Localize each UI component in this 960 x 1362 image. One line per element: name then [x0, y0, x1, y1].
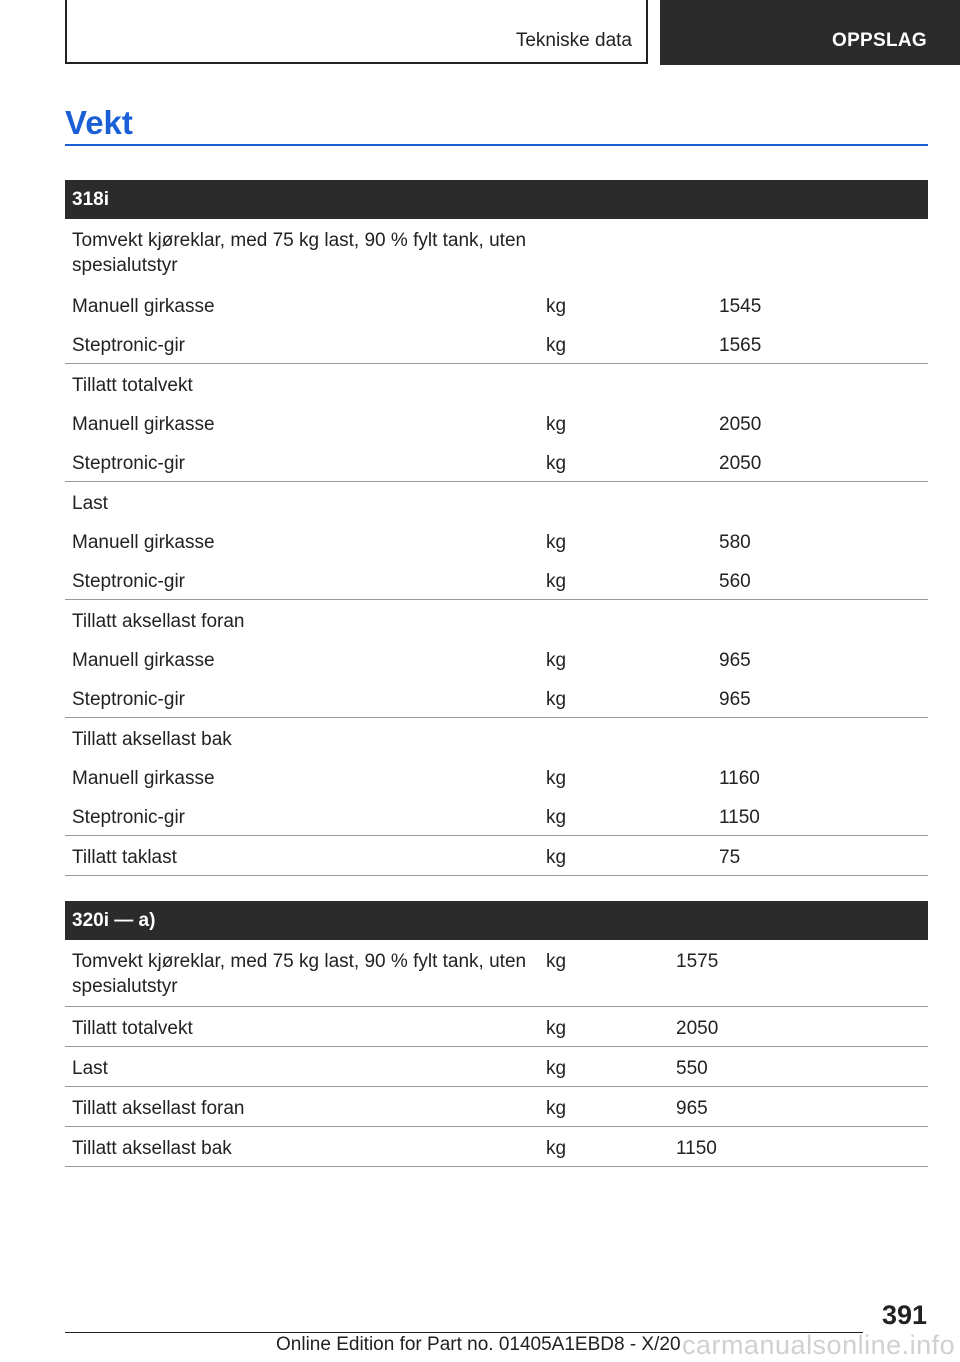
weight-table-318i	[65, 180, 928, 876]
row-value: 550	[676, 1058, 708, 1079]
row-unit: kg	[546, 414, 567, 435]
header-section-box	[65, 0, 648, 64]
row-value: 2050	[719, 453, 762, 474]
watermark: carmanualsonline.info	[682, 1330, 956, 1360]
row-unit: kg	[546, 951, 567, 972]
table-row-group	[65, 482, 928, 600]
row-value: 965	[719, 650, 751, 671]
table-row	[65, 940, 928, 1006]
row-label: Steptronic-gir	[72, 453, 185, 474]
row-value: 965	[719, 689, 751, 710]
row-label: Tomvekt kjøreklar, med 75 kg last, 90 % fylt tank, uten spesialutstyr	[72, 951, 527, 997]
row-value: 1150	[676, 1138, 717, 1159]
table-row	[65, 442, 928, 481]
row-value: 560	[719, 571, 751, 592]
table-row	[65, 1127, 928, 1166]
row-unit: kg	[546, 650, 567, 671]
title-rule	[65, 144, 928, 146]
row-value: 1545	[719, 296, 762, 317]
table-row-group	[65, 1007, 928, 1047]
row-label: Tillatt totalvekt	[72, 1018, 193, 1039]
row-unit: kg	[546, 1098, 567, 1119]
row-unit: kg	[546, 1018, 567, 1039]
table-row-group	[65, 600, 928, 718]
row-label: Manuell girkasse	[72, 414, 215, 435]
page-title: Vekt	[65, 104, 133, 141]
table-row-group	[65, 364, 928, 482]
row-value: 965	[676, 1098, 708, 1119]
table-row-group	[65, 940, 928, 1007]
row-value: 1565	[719, 335, 762, 356]
table-row	[65, 678, 928, 717]
table-row-group	[65, 219, 928, 364]
row-value: 75	[719, 847, 741, 868]
row-label: Steptronic-gir	[72, 807, 185, 828]
row-value: 2050	[676, 1018, 719, 1039]
table-row	[65, 560, 928, 599]
table-row	[65, 285, 928, 324]
row-label: Tillatt aksellast foran	[72, 611, 245, 632]
row-value: 1160	[719, 768, 760, 789]
table-row	[65, 600, 928, 639]
row-label: Tomvekt kjøreklar, med 75 kg last, 90 % fylt tank, uten spesialutstyr	[72, 230, 527, 276]
header-chapter-label: OPPSLAG	[831, 30, 927, 51]
row-label: Steptronic-gir	[72, 335, 185, 356]
table-row	[65, 219, 928, 285]
row-label: Steptronic-gir	[72, 689, 185, 710]
row-unit: kg	[546, 453, 567, 474]
row-label: Manuell girkasse	[72, 768, 215, 789]
row-label: Last	[72, 1058, 108, 1079]
row-unit: kg	[546, 1138, 567, 1159]
row-label: Steptronic-gir	[72, 571, 185, 592]
row-unit: kg	[546, 1058, 567, 1079]
table-heading: 320i — a)	[65, 901, 928, 940]
row-value: 580	[719, 532, 751, 553]
header-section-title: Tekniske data	[515, 30, 632, 51]
row-label: Tillatt aksellast bak	[72, 1138, 232, 1159]
footer-edition: Online Edition for Part no. 01405A1EBD8 - X/20	[276, 1334, 681, 1355]
row-value: 2050	[719, 414, 762, 435]
table-row-group	[65, 1047, 928, 1087]
table-row	[65, 364, 928, 403]
row-label: Manuell girkasse	[72, 532, 215, 553]
table-row	[65, 718, 928, 757]
row-unit: kg	[546, 807, 567, 828]
table-row	[65, 324, 928, 363]
table-row	[65, 1087, 928, 1126]
row-label: Tillatt aksellast bak	[72, 729, 232, 750]
table-heading: 318i	[65, 180, 928, 219]
row-unit: kg	[546, 689, 567, 710]
table-row	[65, 403, 928, 442]
row-label: Manuell girkasse	[72, 650, 215, 671]
weight-table-320i	[65, 901, 928, 1167]
row-unit: kg	[546, 335, 567, 356]
table-row	[65, 521, 928, 560]
row-unit: kg	[546, 296, 567, 317]
table-row	[65, 1047, 928, 1086]
table-row-group	[65, 718, 928, 836]
table-row-group	[65, 1087, 928, 1127]
row-label: Manuell girkasse	[72, 296, 215, 317]
row-label: Tillatt aksellast foran	[72, 1098, 245, 1119]
page-number: 391	[881, 1300, 927, 1330]
row-unit: kg	[546, 532, 567, 553]
table-row	[65, 639, 928, 678]
row-unit: kg	[546, 768, 567, 789]
row-unit: kg	[546, 847, 567, 868]
table-row-group	[65, 1127, 928, 1167]
table-row	[65, 482, 928, 521]
table-row	[65, 836, 928, 875]
row-label: Tillatt taklast	[72, 847, 177, 868]
table-row	[65, 757, 928, 796]
header-chapter-tab[interactable]	[660, 0, 960, 65]
row-unit: kg	[546, 571, 567, 592]
row-value: 1150	[719, 807, 760, 828]
row-label: Tillatt totalvekt	[72, 375, 193, 396]
table-row	[65, 1007, 928, 1046]
row-label: Last	[72, 493, 108, 514]
row-value: 1575	[676, 951, 719, 972]
table-row	[65, 796, 928, 835]
table-row-group	[65, 836, 928, 876]
